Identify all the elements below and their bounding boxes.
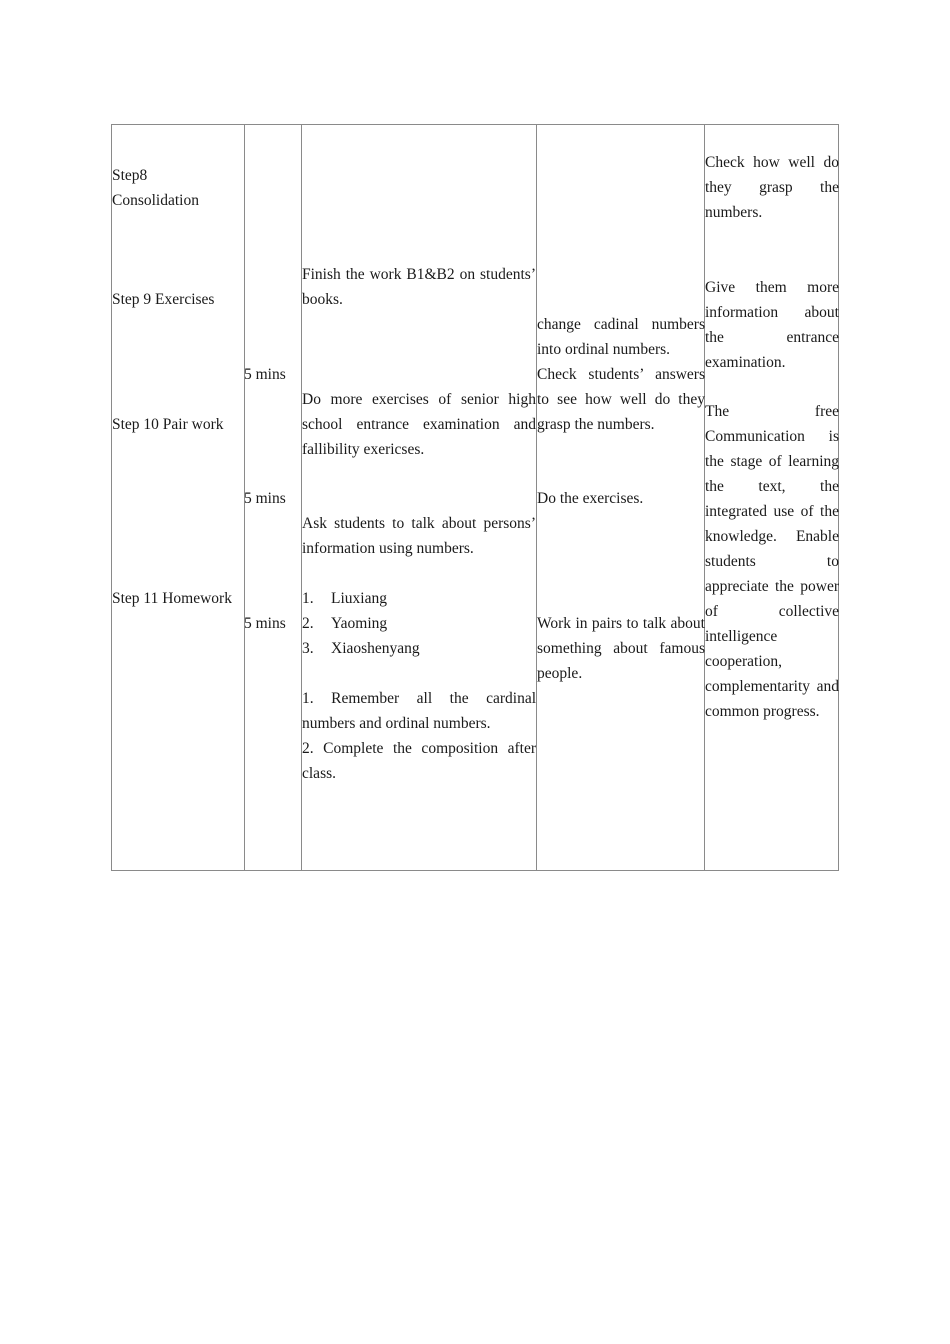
time-cell: 5 mins bbox=[244, 615, 286, 632]
time-cell: 5 mins bbox=[244, 366, 286, 383]
lesson-plan-table bbox=[111, 124, 839, 871]
pair-work-list bbox=[302, 586, 536, 661]
list-item: 1. Liuxiang bbox=[302, 590, 387, 607]
teacher-pair-work-text: Ask students to talk about persons’ information using numbers. bbox=[302, 515, 536, 557]
purpose-info-text: Give them more information about the entrance examination. bbox=[705, 279, 839, 371]
purpose-check-text: Check how well do they grasp the numbers. bbox=[705, 154, 839, 221]
teacher-more-exercises-text: Do more exercises of senior high school entrance examination and fallibility exericses. bbox=[302, 391, 536, 458]
student-pairs-text: Work in pairs to talk about something about famous people. bbox=[537, 615, 705, 682]
homework-item-2: 2. Complete the composition after class. bbox=[302, 740, 536, 782]
step8-label: Step8 Consolidation bbox=[112, 167, 199, 209]
time-cell: 5 mins bbox=[244, 490, 286, 507]
purpose-free-text: The free Communication is the stage of learning the text, the integrated use of the knowledge. Enable students to appreciate the power of collective intelligence cooperation, complementarity and common progress. bbox=[705, 403, 839, 720]
student-do-text: Do the exercises. bbox=[537, 490, 644, 507]
step9-label: Step 9 Exercises bbox=[112, 291, 215, 308]
list-item: 2. Yaoming bbox=[302, 615, 388, 632]
student-change-text: change cadinal numbers into ordinal numbers. bbox=[537, 316, 705, 358]
step10-label: Step 10 Pair work bbox=[112, 416, 224, 433]
student-check-text: Check students’ answers to see how well do they grasp the numbers. bbox=[537, 366, 705, 433]
homework-item-1: 1. Remember all the cardinal numbers and ordinal numbers. bbox=[302, 690, 536, 732]
teacher-exercises-text: Finish the work B1&B2 on students’ books. bbox=[302, 266, 536, 308]
step11-label: Step 11 Homework bbox=[112, 590, 232, 607]
list-item: 3. Xiaoshenyang bbox=[302, 640, 420, 657]
